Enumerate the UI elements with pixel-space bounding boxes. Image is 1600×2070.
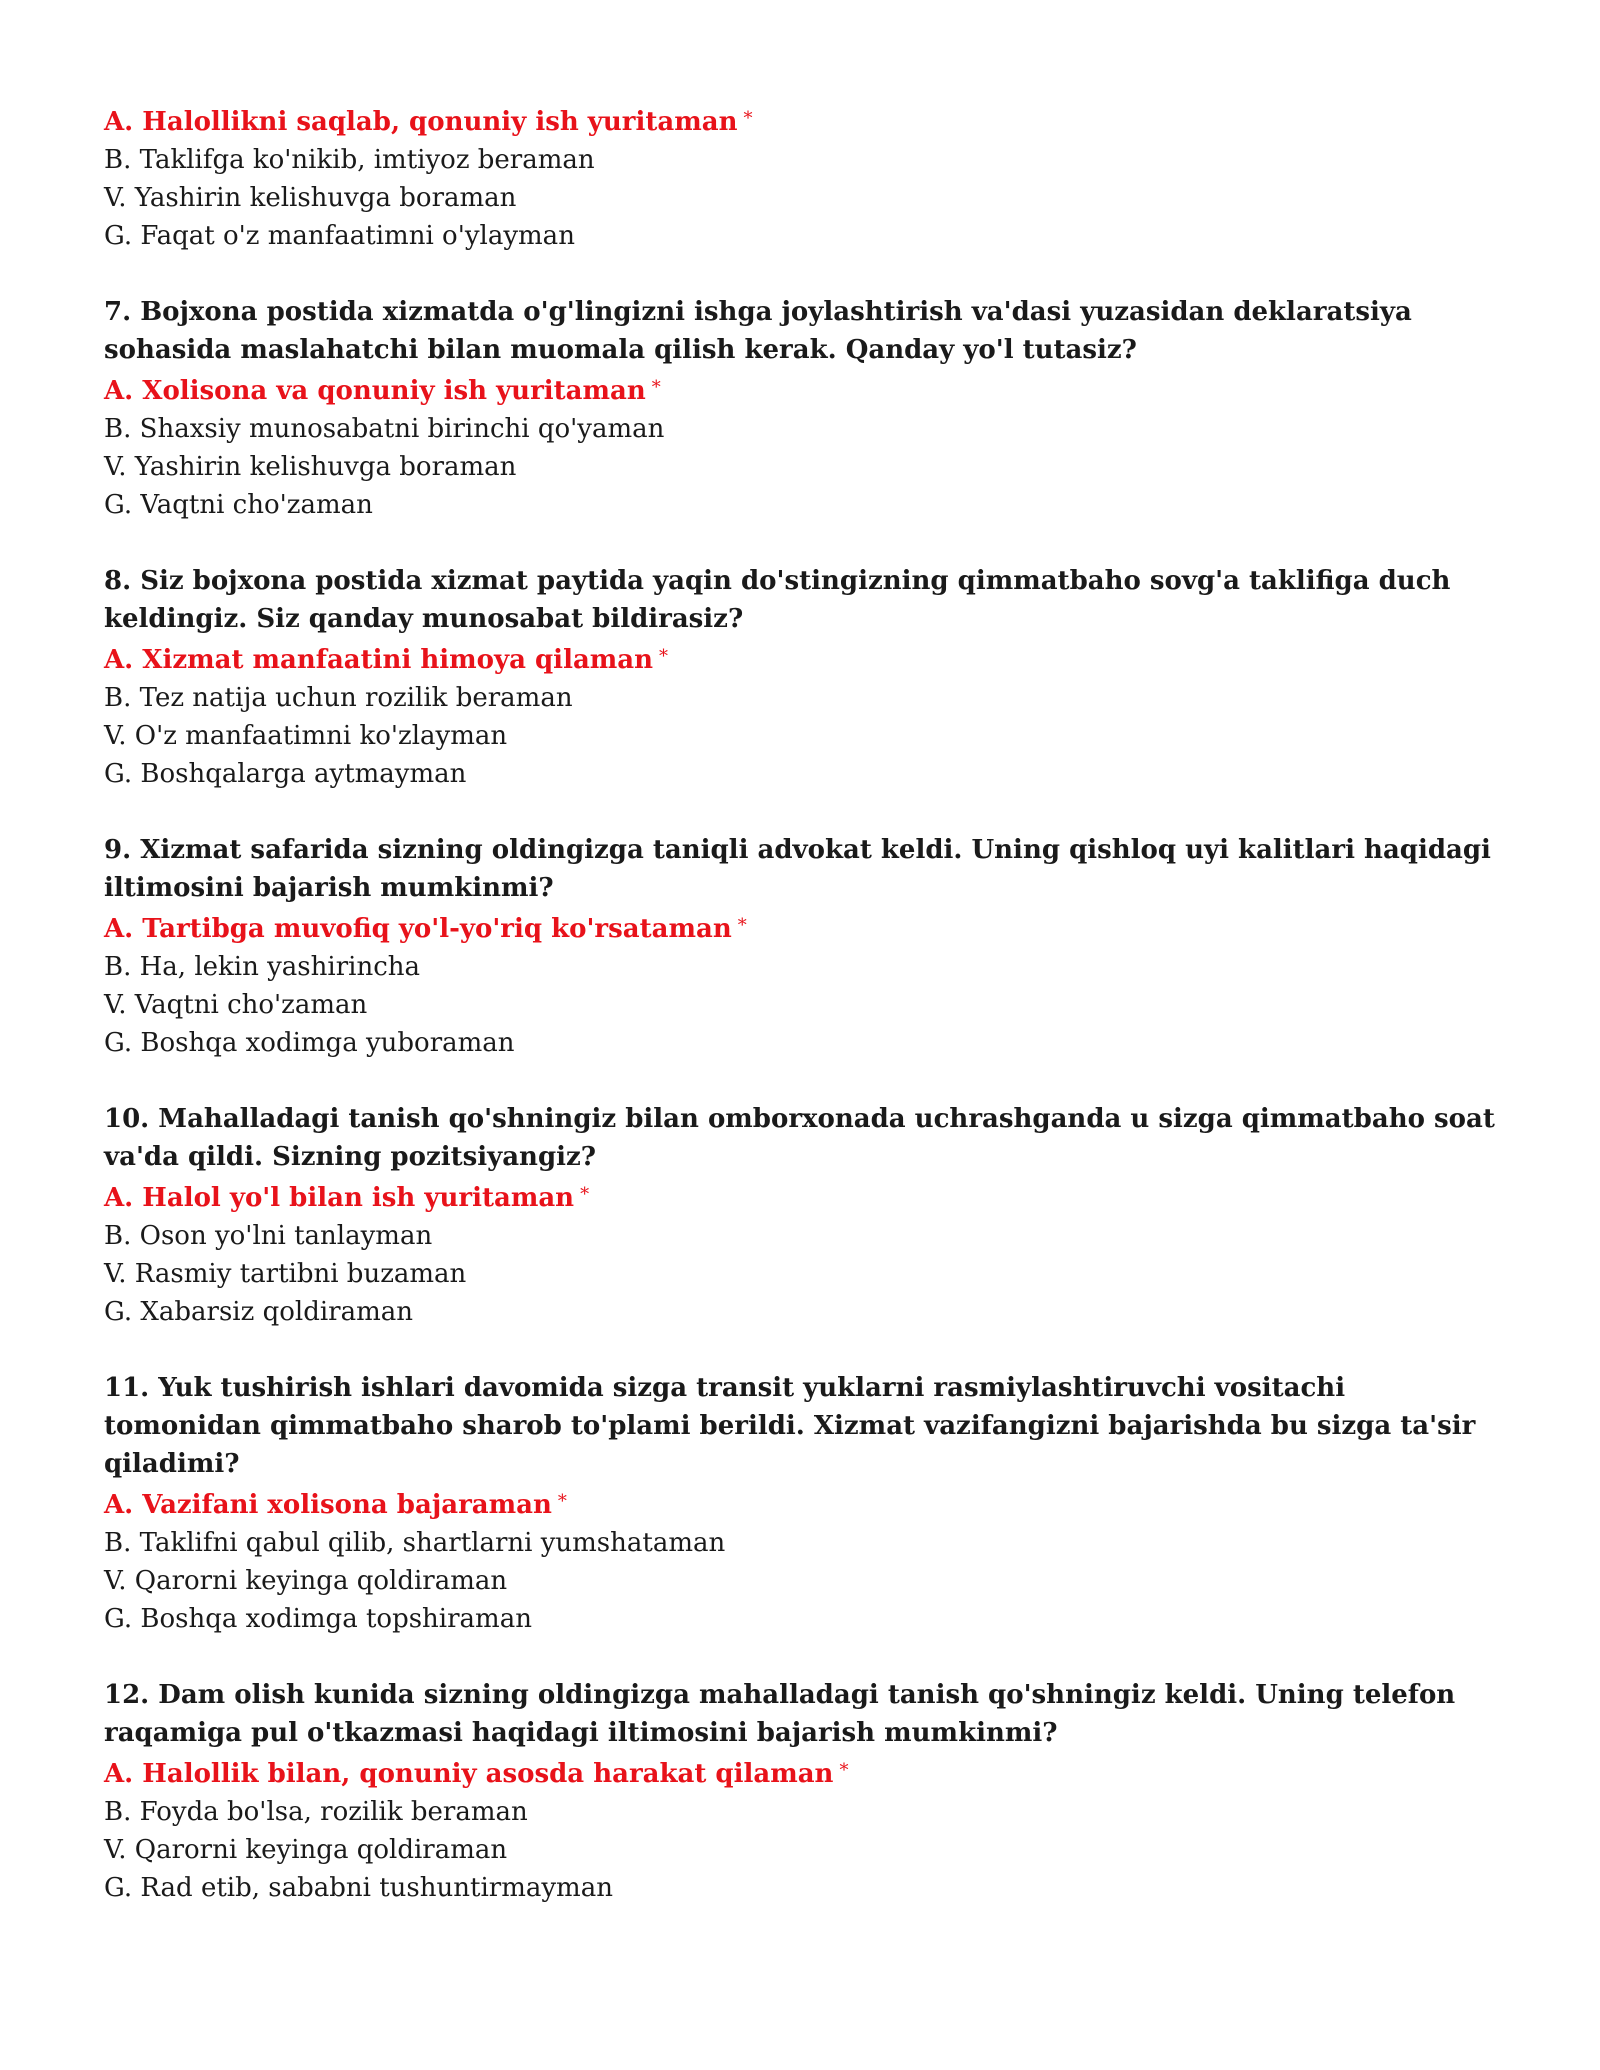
answer-option: B. Tez natija uchun rozilik beraman [104,683,573,713]
answer-option-correct: A. Xolisona va qonuniy ish yuritaman * [104,376,661,406]
correct-marker: * [839,1760,849,1781]
answer-option: G. Rad etib, sababni tushuntirmayman [104,1873,613,1903]
correct-marker: * [651,377,661,398]
answer-option: V. Yashirin kelishuvga boraman [104,452,517,482]
question-text: 8. Siz bojxona postida xizmat paytida yaqin do'stingizning qimmatbaho sovg'a taklifiga duch keldingiz. Siz qanday munosabat bildirasiz? [104,566,1451,634]
question-block [104,831,1504,1062]
question-block [104,100,1504,255]
answer-option: V. Yashirin kelishuvga boraman [104,183,517,213]
answer-option: B. Ha, lekin yashirincha [104,952,421,982]
answer-option: B. Oson yo'lni tanlayman [104,1221,433,1251]
correct-marker: * [557,1491,567,1512]
question-block [104,1676,1504,1907]
answer-option: V. Rasmiy tartibni buzaman [104,1259,467,1289]
answer-option: B. Foyda bo'lsa, rozilik beraman [104,1797,528,1827]
question-block [104,562,1504,793]
question-block [104,1100,1504,1331]
question-text: 12. Dam olish kunida sizning oldingizga mahalladagi tanish qo'shningiz keldi. Uning telefon raqamiga pul o'tkazmasi haqidagi iltimosini bajarish mumkinmi? [104,1680,1456,1748]
quiz-page [104,100,1504,1945]
correct-marker: * [737,915,747,936]
answer-option: V. O'z manfaatimni ko'zlayman [104,721,508,751]
answer-option-correct: A. Vazifani xolisona bajaraman * [104,1490,567,1520]
answer-option: G. Boshqa xodimga yuboraman [104,1028,515,1058]
question-text: 10. Mahalladagi tanish qo'shningiz bilan omborxonada uchrashganda u sizga qimmatbaho soat va'da qildi. Sizning pozitsiyangiz? [104,1104,1495,1172]
answer-option: G. Boshqa xodimga topshiraman [104,1604,532,1634]
answer-option: G. Xabarsiz qoldiraman [104,1297,413,1327]
answer-option-correct: A. Tartibga muvofiq yo'l-yo'riq ko'rsataman * [104,914,747,944]
answer-option: V. Qarorni keyinga qoldiraman [104,1566,508,1596]
answer-option: G. Vaqtni cho'zaman [104,490,373,520]
correct-marker: * [659,646,669,667]
answer-option: B. Taklifni qabul qilib, shartlarni yumshataman [104,1528,726,1558]
question-text: 9. Xizmat safarida sizning oldingizga taniqli advokat keldi. Uning qishloq uyi kalitlari haqidagi iltimosini bajarish mumkinmi? [104,835,1491,903]
answer-option-correct: A. Halol yo'l bilan ish yuritaman * [104,1183,590,1213]
correct-marker: * [580,1184,590,1205]
question-text: 7. Bojxona postida xizmatda o'g'lingizni ishga joylashtirish va'dasi yuzasidan deklaratsiya sohasida maslahatchi bilan muomala qilish kerak. Qanday yo'l tutasiz? [104,297,1412,365]
answer-option: B. Shaxsiy munosabatni birinchi qo'yaman [104,414,665,444]
answer-option: B. Taklifga ko'nikib, imtiyoz beraman [104,145,595,175]
question-block [104,293,1504,524]
answer-option-correct: A. Xizmat manfaatini himoya qilaman * [104,645,669,675]
answer-option: G. Boshqalarga aytmayman [104,759,467,789]
correct-marker: * [743,108,753,129]
answer-option-correct: A. Halollikni saqlab, qonuniy ish yuritaman * [104,107,753,137]
answer-option: V. Qarorni keyinga qoldiraman [104,1835,508,1865]
question-block [104,1369,1504,1638]
answer-option: V. Vaqtni cho'zaman [104,990,368,1020]
answer-option-correct: A. Halollik bilan, qonuniy asosda harakat qilaman * [104,1759,849,1789]
question-text: 11. Yuk tushirish ishlari davomida sizga transit yuklarni rasmiylashtiruvchi vositachi tomonidan qimmatbaho sharob to'plami berildi. Xizmat vazifangizni bajarishda bu sizga ta'sir qiladimi? [104,1373,1476,1479]
answer-option: G. Faqat o'z manfaatimni o'ylayman [104,221,575,251]
